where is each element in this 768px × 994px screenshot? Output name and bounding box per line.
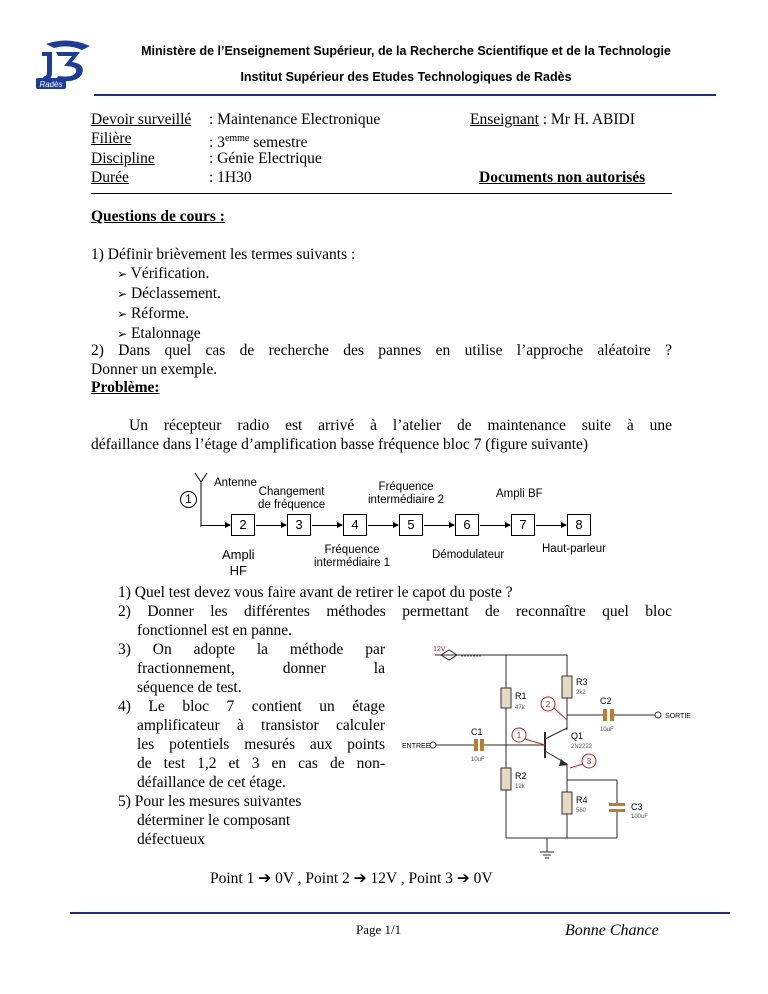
cours-q1: 1) Définir brièvement les termes suivants : — [91, 246, 356, 263]
info-rule — [91, 193, 672, 194]
capacitor-c2 — [603, 709, 614, 721]
block-6: 6 — [455, 514, 479, 536]
enseignant-label: Enseignant — [470, 111, 539, 128]
cours-bullet-list — [117, 264, 221, 344]
svg-text:R1: R1 — [515, 691, 527, 701]
svg-text:2: 2 — [545, 700, 551, 709]
svg-text:C1: C1 — [471, 727, 483, 737]
bullet-arrow-icon: ➢ — [117, 287, 128, 301]
bullet-arrow-icon: ➢ — [117, 307, 128, 321]
documents-note: Documents non autorisés — [479, 169, 646, 186]
discipline-value: : Génie Electrique — [209, 150, 322, 167]
svg-text:C3: C3 — [631, 802, 643, 812]
resistor-r2 — [501, 768, 511, 790]
devoir-label: Devoir surveillé — [91, 111, 192, 128]
duree-value: : 1H30 — [209, 169, 252, 186]
question-4-line1: 4) Le bloc 7 contient un étage — [118, 698, 385, 715]
input-terminal — [430, 742, 436, 748]
svg-text:2k2: 2k2 — [576, 690, 586, 696]
bullet-arrow-icon: ➢ — [117, 267, 128, 281]
svg-text:560: 560 — [576, 808, 587, 814]
question-5-line3: défectueux — [137, 831, 205, 848]
right-arrow-icon: ➔ — [456, 869, 470, 887]
list-item: ➢ Réforme. — [117, 305, 190, 322]
block-8: 8 — [567, 514, 591, 536]
probleme-intro-line2: défaillance dans l’étage d’amplification basse fréquence bloc 7 (figure suivante) — [91, 436, 589, 453]
label-demodulateur: Démodulateur — [432, 549, 505, 561]
section-title-probleme: Problème: — [91, 379, 160, 396]
question-3-line3: séquence de test. — [137, 679, 242, 696]
svg-text:ENTREE: ENTREE — [402, 743, 431, 750]
block-2: 2 — [231, 514, 255, 536]
block-3: 3 — [287, 514, 311, 536]
question-2-line2: fonctionnel est en panne. — [137, 622, 292, 639]
probleme-intro-line1: Un récepteur radio est arrivé à l’atelier de maintenance suite à une — [129, 417, 672, 434]
svg-text:10uF: 10uF — [600, 727, 614, 733]
institute-name: Institut Supérieur des Etudes Technologiques de Radès — [240, 70, 572, 84]
question-1: 1) Quel test devez vous faire avant de retirer le capot du poste ? — [118, 584, 513, 601]
svg-text:C2: C2 — [600, 696, 612, 706]
flow-arrow — [536, 525, 566, 526]
svg-text:Q1: Q1 — [571, 731, 584, 741]
filiere-label: Filière — [91, 130, 132, 147]
enseignant-value: : Mr H. ABIDI — [538, 111, 635, 128]
block-5: 5 — [399, 514, 423, 536]
right-arrow-icon: ➔ — [353, 869, 367, 887]
header-rule — [94, 94, 716, 96]
flow-arrow — [424, 525, 454, 526]
list-item: ➢ Etalonnage — [117, 325, 201, 342]
logo-text: Radès — [39, 80, 63, 89]
devoir-value: : Maintenance Electronique — [209, 111, 381, 128]
bullet-arrow-icon: ➢ — [117, 327, 128, 341]
question-4-line2: amplificateur à transistor calculer — [137, 717, 385, 734]
question-2-line1: 2) Donner les différentes méthodes permettant de reconnaître quel bloc — [118, 603, 672, 620]
amplifier-schematic — [395, 640, 705, 868]
svg-text:1: 1 — [516, 731, 522, 740]
flow-arrow — [480, 525, 510, 526]
cours-q2-line2: Donner un exemple. — [91, 361, 218, 378]
svg-text:3: 3 — [586, 757, 592, 766]
antenna-label: Antenne — [214, 477, 257, 489]
filiere-sup: emme — [224, 133, 250, 144]
question-5-line1: 5) Pour les mesures suivantes — [118, 793, 302, 810]
svg-text:2N2222: 2N2222 — [571, 744, 593, 750]
list-item: ➢ Vérification. — [117, 265, 210, 282]
capacitor-c3 — [609, 803, 625, 812]
question-4-line5: défaillance de cet étage. — [137, 774, 286, 791]
filiere-suffix: semestre — [249, 134, 308, 152]
resistor-r1 — [501, 688, 511, 708]
question-4-line3: les potentiels mesurés aux points — [137, 736, 385, 753]
ground-icon — [540, 852, 554, 858]
resistor-r4 — [562, 792, 572, 814]
block-diagram — [170, 470, 620, 585]
svg-text:R4: R4 — [576, 795, 588, 805]
question-3-line2: fractionnement, donner la — [137, 660, 385, 677]
measurements-line: Point 1 ➔ 0V , Point 2 ➔ 12V , Point 3 ➔ 0V — [210, 869, 493, 887]
capacitor-c1 — [474, 739, 484, 751]
question-3-line1: 3) On adopte la méthode par — [118, 641, 385, 658]
label-frequence-intermediaire-1: Fréquence intermédiaire 1 — [314, 544, 391, 569]
label-changement-frequence: Changement de fréquence — [258, 486, 326, 511]
question-5-line2: déterminer le composant — [137, 812, 291, 829]
page-number: Page 1/1 — [356, 922, 402, 937]
svg-text:12k: 12k — [515, 784, 525, 790]
cours-q2-line1: 2) Dans quel cas de recherche des pannes en utilise l’approche aléatoire ? — [91, 342, 672, 359]
footer-rule — [70, 912, 730, 914]
vcc-label: 12V — [433, 646, 446, 653]
antenna-number-circle: 1 — [180, 491, 197, 508]
label-haut-parleur: Haut-parleur — [542, 543, 606, 555]
svg-text:47k: 47k — [515, 705, 525, 711]
duree-label: Durée — [91, 169, 129, 186]
block-7: 7 — [511, 514, 535, 536]
svg-text:R2: R2 — [515, 771, 527, 781]
block-4: 4 — [343, 514, 367, 536]
label-ampli-bf: Ampli BF — [496, 488, 543, 500]
question-4-line4: de test 1,2 et 3 en cas de non- — [137, 755, 385, 772]
right-arrow-icon: ➔ — [258, 869, 272, 887]
enseignant — [470, 110, 635, 129]
flow-arrow — [368, 525, 398, 526]
label-frequence-intermediaire-2: Fréquence intermédiaire 2 — [368, 481, 445, 506]
resistor-r3 — [562, 676, 572, 698]
flow-arrow — [256, 525, 286, 526]
section-title-cours: Questions de cours : — [91, 208, 225, 225]
label-ampli-hf: Ampli HF — [222, 547, 255, 578]
filiere-prefix: : 3 — [209, 134, 225, 152]
ministry-name: Ministère de l’Enseignement Supérieur, de la Recherche Scientifique et de la Technologie — [141, 44, 671, 58]
svg-text:10uF: 10uF — [471, 757, 485, 763]
svg-text:100uF: 100uF — [631, 814, 649, 820]
flow-arrow — [201, 525, 230, 526]
svg-text:SORTIE: SORTIE — [665, 713, 691, 720]
institute-logo — [32, 38, 98, 96]
discipline-label: Discipline — [91, 150, 155, 167]
closing-wish: Bonne Chance — [565, 922, 659, 939]
flow-arrow — [312, 525, 342, 526]
list-item: ➢ Déclassement. — [117, 285, 221, 302]
svg-text:R3: R3 — [576, 677, 588, 687]
output-terminal — [655, 712, 661, 718]
